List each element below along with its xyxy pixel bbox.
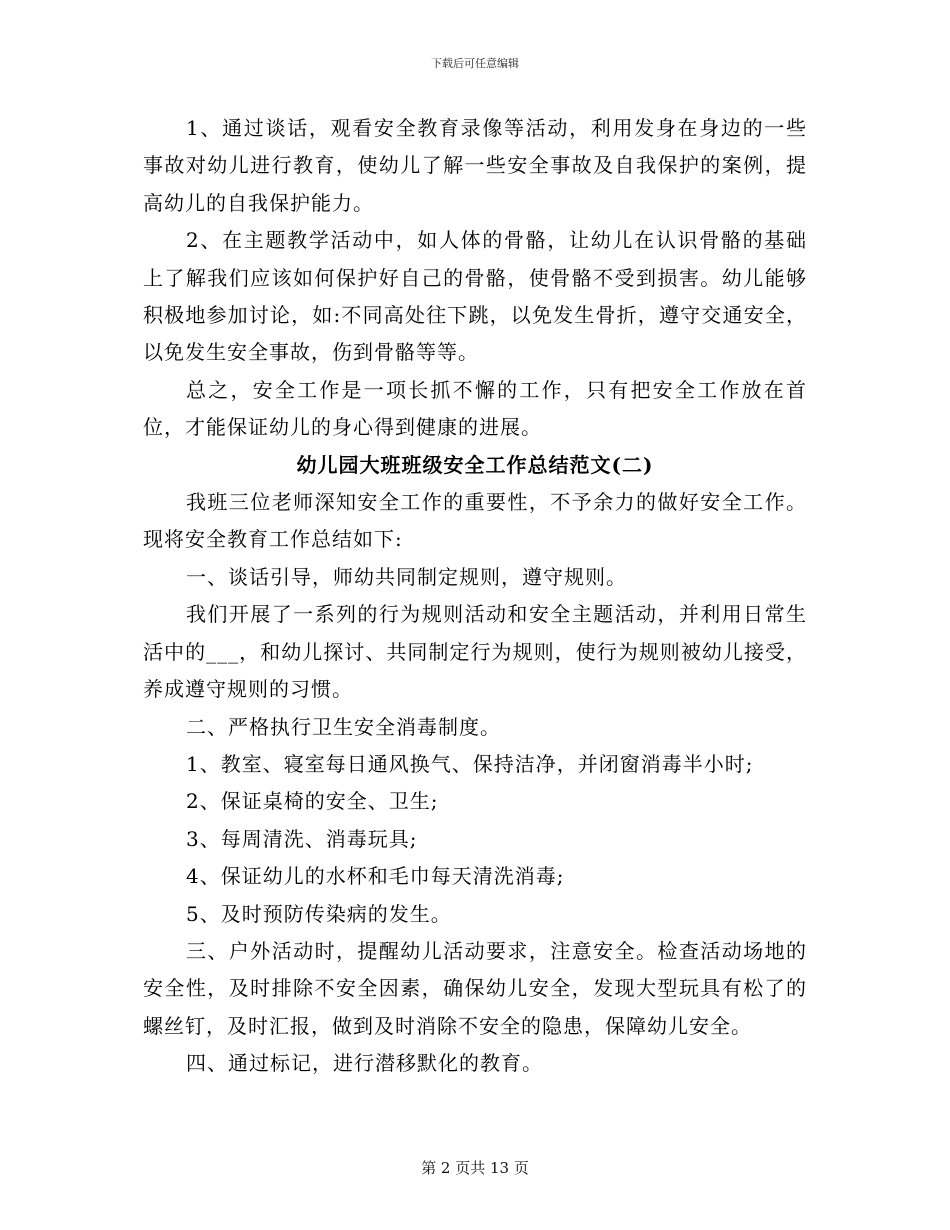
paragraph-5: 一、谈话引导，师幼共同制定规则，遵守规则。 xyxy=(186,564,627,589)
paragraph-4: 我班三位老师深知安全工作的重要性，不予余力的做好安全工作。现将安全教育工作总结如下: xyxy=(143,490,807,552)
paragraph-6: 我们开展了一系列的行为规则活动和安全主题活动，并利用日常生活中的___，和幼儿探讨、共同制定行为规则，使行为规则被幼儿接受，养成遵守规则的习惯。 xyxy=(143,602,807,702)
paragraph-11: 4、保证幼儿的水杯和毛巾每天清洗消毒; xyxy=(186,864,565,889)
paragraph-1: 1、通过谈话，观看安全教育录像等活动，利用发身在身边的一些事故对幼儿进行教育，使幼儿了解一些安全事故及自我保护的案例，提高幼儿的自我保护能力。 xyxy=(143,116,807,215)
paragraph-13: 三、户外活动时，提醒幼儿活动要求，注意安全。检查活动场地的安全性，及时排除不安全因素，确保幼儿安全，发现大型玩具有松了的螺丝钉，及时汇报，做到及时消除不安全的隐患，保障幼儿安全。 xyxy=(143,938,807,1038)
paragraph-14: 四、通过标记，进行潜移默化的教育。 xyxy=(186,1051,543,1076)
paragraph-10: 3、每周清洗、消毒玩具; xyxy=(186,826,418,851)
paragraph-3: 总之，安全工作是一项长抓不懈的工作，只有把安全工作放在首位，才能保证幼儿的身心得到健康的进展。 xyxy=(143,377,807,440)
paragraph-12: 5、及时预防传染病的发生。 xyxy=(186,901,452,926)
paragraph-8: 1、教室、寝室每日通风换气、保持洁净，并闭窗消毒半小时; xyxy=(186,751,754,776)
document-body xyxy=(143,110,807,1083)
paragraph-9: 2、保证桌椅的安全、卫生; xyxy=(186,789,439,814)
paragraph-7: 二、严格执行卫生安全消毒制度。 xyxy=(186,714,501,739)
section-title: 幼儿园大班班级安全工作总结范文(二) xyxy=(296,452,654,477)
page-footer: 第 2 页共 13 页 xyxy=(421,1159,529,1177)
page-header: 下载后可任意编辑 xyxy=(431,57,519,70)
paragraph-2: 2、在主题教学活动中，如人体的骨骼，让幼儿在认识骨骼的基础上了解我们应该如何保护好自己的骨骼，使骨骼不受到损害。幼儿能够积极地参加讨论，如:不同高处往下跳，以免发生骨折，遵守交通安全，以免发生安全事故，伤到骨骼等等。 xyxy=(143,228,807,365)
